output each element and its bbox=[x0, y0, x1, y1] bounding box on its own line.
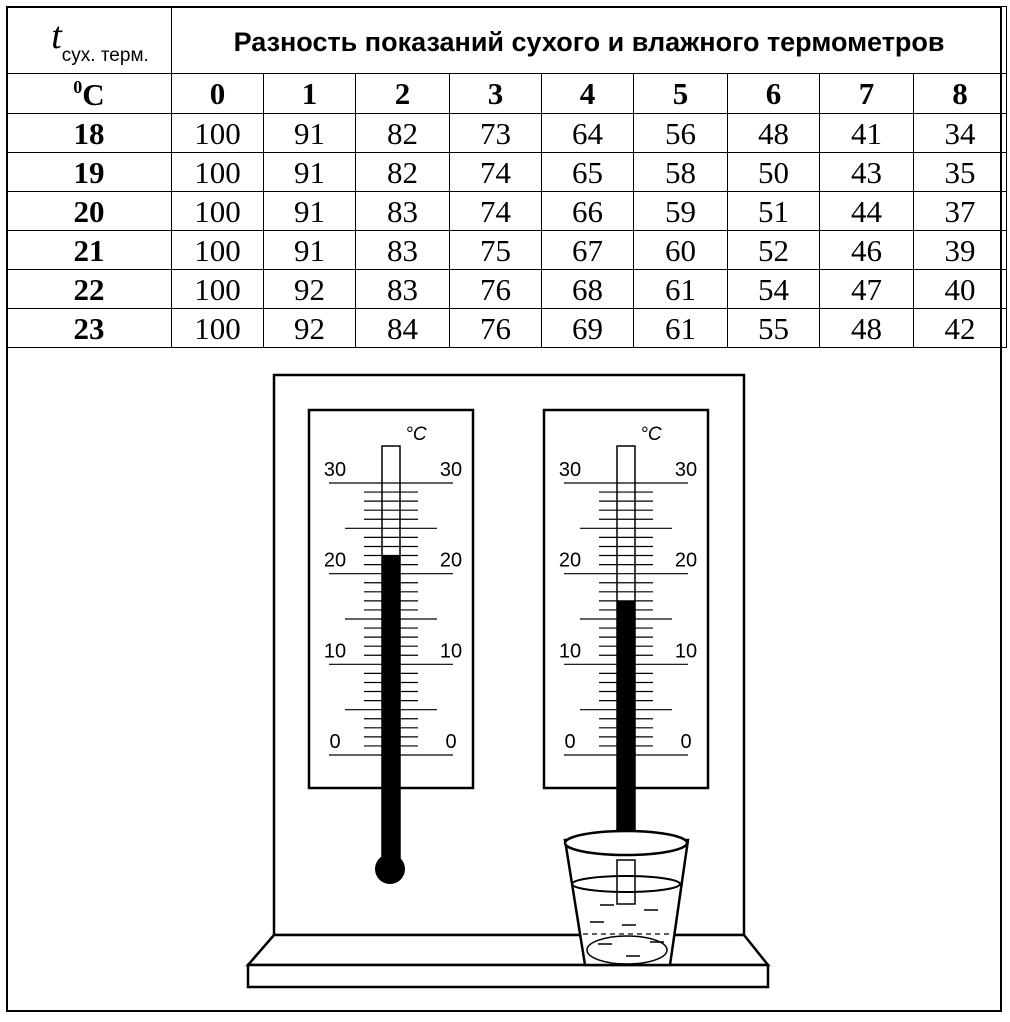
difference-cell: 0 bbox=[172, 74, 264, 114]
humidity-cell: 48 bbox=[820, 309, 914, 348]
humidity-cell: 61 bbox=[634, 309, 728, 348]
scale-label: 0 bbox=[445, 731, 457, 753]
humidity-cell: 64 bbox=[542, 114, 634, 153]
stand-shelf bbox=[248, 935, 768, 965]
humidity-cell: 100 bbox=[172, 231, 264, 270]
humidity-cell: 65 bbox=[542, 153, 634, 192]
scale-label: 0 bbox=[564, 731, 576, 753]
scale-label: 20 bbox=[439, 549, 463, 572]
scale-label: 10 bbox=[558, 640, 582, 663]
dry-bulb bbox=[375, 854, 405, 884]
unit-degree: 0 bbox=[73, 76, 83, 97]
humidity-cell: 42 bbox=[914, 309, 1007, 348]
humidity-cell: 100 bbox=[172, 114, 264, 153]
glass-rim bbox=[565, 831, 687, 855]
scale-label: 20 bbox=[323, 549, 347, 572]
humidity-cell: 73 bbox=[450, 114, 542, 153]
humidity-cell: 100 bbox=[172, 192, 264, 231]
humidity-cell: 59 bbox=[634, 192, 728, 231]
humidity-cell: 100 bbox=[172, 309, 264, 348]
dry-temp-cell: 20 bbox=[7, 192, 172, 231]
dry-temp-cell: 21 bbox=[7, 231, 172, 270]
dry-thermometer bbox=[309, 410, 473, 884]
humidity-cell: 91 bbox=[264, 153, 356, 192]
difference-cell: 3 bbox=[450, 74, 542, 114]
humidity-cell: 46 bbox=[820, 231, 914, 270]
humidity-cell: 92 bbox=[264, 270, 356, 309]
glass-body bbox=[565, 840, 688, 965]
humidity-cell: 56 bbox=[634, 114, 728, 153]
humidity-cell: 74 bbox=[450, 153, 542, 192]
humidity-cell: 91 bbox=[264, 192, 356, 231]
scale-label: 30 bbox=[323, 459, 347, 481]
humidity-cell: 37 bbox=[914, 192, 1007, 231]
humidity-cell: 76 bbox=[450, 270, 542, 309]
t-symbol: t bbox=[51, 15, 62, 57]
humidity-cell: 41 bbox=[820, 114, 914, 153]
humidity-cell: 82 bbox=[356, 153, 450, 192]
dry-temp-cell: 19 bbox=[7, 153, 172, 192]
scale-label: 10 bbox=[323, 640, 347, 663]
humidity-cell: 74 bbox=[450, 192, 542, 231]
humidity-cell: 51 bbox=[728, 192, 820, 231]
humidity-cell: 84 bbox=[356, 309, 450, 348]
scale-label: 20 bbox=[558, 549, 582, 572]
humidity-cell: 60 bbox=[634, 231, 728, 270]
scale-label: 0 bbox=[329, 731, 341, 753]
humidity-cell: 35 bbox=[914, 153, 1007, 192]
table-title: Разность показаний сухого и влажного термометров bbox=[233, 26, 945, 57]
difference-cell: 1 bbox=[264, 74, 356, 114]
humidity-cell: 68 bbox=[542, 270, 634, 309]
humidity-cell: 34 bbox=[914, 114, 1007, 153]
difference-cell: 7 bbox=[820, 74, 914, 114]
difference-cell: 5 bbox=[634, 74, 728, 114]
difference-cell: 2 bbox=[356, 74, 450, 114]
dry-mercury-column bbox=[382, 556, 400, 862]
scale-label: 30 bbox=[674, 459, 698, 481]
humidity-cell: 100 bbox=[172, 153, 264, 192]
scale-label: 30 bbox=[558, 459, 582, 481]
dry-temp-cell: 18 bbox=[7, 114, 172, 153]
dry-temp-cell: 22 bbox=[7, 270, 172, 309]
wet-unit-label: °C bbox=[640, 424, 662, 445]
difference-cell: 6 bbox=[728, 74, 820, 114]
t-subscript: сух. терм. bbox=[61, 45, 149, 66]
scale-label: 10 bbox=[439, 640, 463, 663]
dry-temp-cell: 23 bbox=[7, 309, 172, 348]
scale-label: 20 bbox=[674, 549, 698, 572]
humidity-cell: 52 bbox=[728, 231, 820, 270]
difference-cell: 4 bbox=[542, 74, 634, 114]
unit-letter: C bbox=[82, 76, 105, 112]
humidity-cell: 61 bbox=[634, 270, 728, 309]
humidity-cell: 91 bbox=[264, 231, 356, 270]
wet-mercury-column bbox=[617, 601, 635, 860]
water-glass bbox=[565, 831, 688, 965]
scale-label: 10 bbox=[674, 640, 698, 663]
humidity-cell: 83 bbox=[356, 192, 450, 231]
humidity-cell: 92 bbox=[264, 309, 356, 348]
humidity-cell: 43 bbox=[820, 153, 914, 192]
humidity-cell: 39 bbox=[914, 231, 1007, 270]
scale-label: 0 bbox=[680, 731, 692, 753]
dry-unit-label: °C bbox=[405, 424, 427, 445]
humidity-cell: 67 bbox=[542, 231, 634, 270]
humidity-cell: 66 bbox=[542, 192, 634, 231]
humidity-cell: 40 bbox=[914, 270, 1007, 309]
humidity-cell: 48 bbox=[728, 114, 820, 153]
humidity-cell: 83 bbox=[356, 270, 450, 309]
humidity-cell: 75 bbox=[450, 231, 542, 270]
difference-cell: 8 bbox=[914, 74, 1007, 114]
humidity-cell: 55 bbox=[728, 309, 820, 348]
humidity-cell: 47 bbox=[820, 270, 914, 309]
scale-label: 30 bbox=[439, 459, 463, 481]
humidity-cell: 54 bbox=[728, 270, 820, 309]
humidity-cell: 58 bbox=[634, 153, 728, 192]
humidity-cell: 83 bbox=[356, 231, 450, 270]
stand-base bbox=[248, 965, 768, 987]
humidity-cell: 100 bbox=[172, 270, 264, 309]
humidity-cell: 76 bbox=[450, 309, 542, 348]
humidity-cell: 44 bbox=[820, 192, 914, 231]
humidity-cell: 50 bbox=[728, 153, 820, 192]
humidity-cell: 91 bbox=[264, 114, 356, 153]
humidity-cell: 69 bbox=[542, 309, 634, 348]
humidity-cell: 82 bbox=[356, 114, 450, 153]
